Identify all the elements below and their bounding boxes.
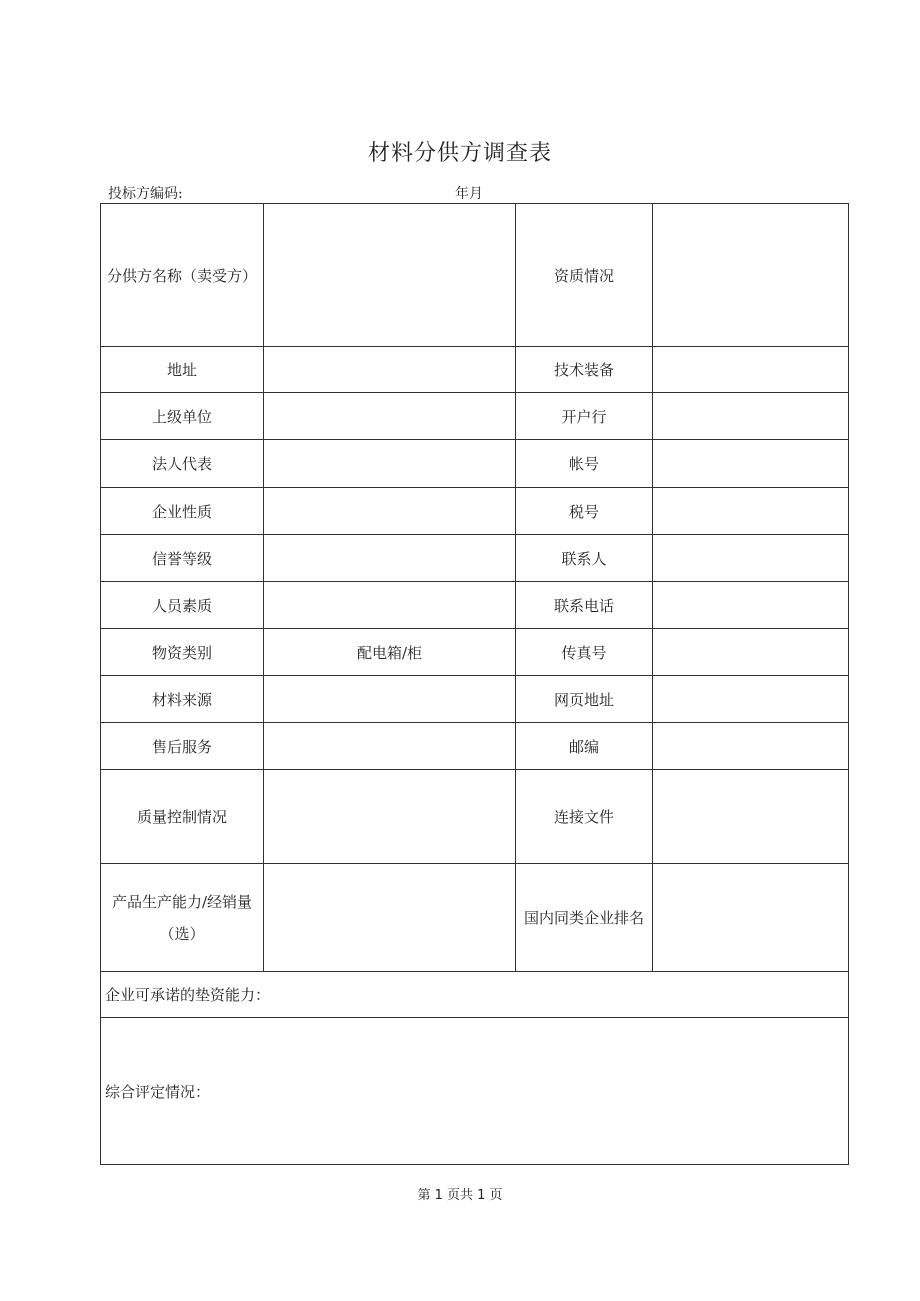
table-row [101, 347, 849, 393]
table-row [101, 488, 849, 535]
field-tech-equipment[interactable] [653, 347, 849, 393]
field-linked-files[interactable] [653, 770, 849, 864]
table-row [101, 629, 849, 676]
field-production-capacity[interactable] [264, 864, 516, 972]
label-material-source: 材料来源 [101, 676, 264, 723]
label-qualification: 资质情况 [516, 204, 653, 347]
field-contact-phone[interactable] [653, 582, 849, 629]
label-contact-person: 联系人 [516, 535, 653, 582]
label-material-category: 物资类别 [101, 629, 264, 676]
label-linked-files: 连接文件 [516, 770, 653, 864]
field-bank[interactable] [653, 393, 849, 440]
label-enterprise-type: 企业性质 [101, 488, 264, 535]
label-after-sales: 售后服务 [101, 723, 264, 770]
production-capacity-line2: （选） [159, 924, 205, 943]
field-advance-capacity[interactable]: 企业可承诺的垫资能力： [101, 972, 849, 1018]
supplier-survey-table [100, 203, 849, 1165]
field-domestic-ranking[interactable] [653, 864, 849, 972]
bidder-code-label: 投标方编码: [108, 186, 183, 202]
production-capacity-line1: 产品生产能力/经销量 [111, 892, 253, 911]
field-quality-control[interactable] [264, 770, 516, 864]
field-postcode[interactable] [653, 723, 849, 770]
table-row [101, 1018, 849, 1165]
label-supplier-name: 分供方名称（卖受方） [101, 204, 264, 347]
table-row [101, 770, 849, 864]
field-material-category[interactable]: 配电箱/柜 [264, 629, 516, 676]
label-domestic-ranking: 国内同类企业排名 [516, 864, 653, 972]
table-row [101, 204, 849, 347]
date-label: 年月 [455, 186, 483, 202]
label-contact-phone: 联系电话 [516, 582, 653, 629]
table-row [101, 864, 849, 972]
field-address[interactable] [264, 347, 516, 393]
table-row [101, 535, 849, 582]
label-parent-unit: 上级单位 [101, 393, 264, 440]
label-postcode: 邮编 [516, 723, 653, 770]
label-website: 网页地址 [516, 676, 653, 723]
field-overall-evaluation[interactable]: 综合评定情况： [101, 1018, 849, 1165]
label-production-capacity [101, 864, 264, 972]
label-quality-control: 质量控制情况 [101, 770, 264, 864]
label-bank: 开户行 [516, 393, 653, 440]
field-legal-rep[interactable] [264, 440, 516, 488]
field-credit-rating[interactable] [264, 535, 516, 582]
table-row [101, 723, 849, 770]
field-material-source[interactable] [264, 676, 516, 723]
field-fax[interactable] [653, 629, 849, 676]
label-legal-rep: 法人代表 [101, 440, 264, 488]
label-account: 帐号 [516, 440, 653, 488]
table-row [101, 582, 849, 629]
field-staff-quality[interactable] [264, 582, 516, 629]
page-footer: 第 1 页共 1 页 [417, 1188, 503, 1203]
label-fax: 传真号 [516, 629, 653, 676]
page-title: 材料分供方调查表 [367, 141, 552, 166]
label-address: 地址 [101, 347, 264, 393]
field-enterprise-type[interactable] [264, 488, 516, 535]
field-account[interactable] [653, 440, 849, 488]
field-after-sales[interactable] [264, 723, 516, 770]
label-tax-number: 税号 [516, 488, 653, 535]
field-qualification[interactable] [653, 204, 849, 347]
field-website[interactable] [653, 676, 849, 723]
field-supplier-name[interactable] [264, 204, 516, 347]
field-parent-unit[interactable] [264, 393, 516, 440]
table-row [101, 972, 849, 1018]
label-credit-rating: 信誉等级 [101, 535, 264, 582]
field-tax-number[interactable] [653, 488, 849, 535]
field-contact-person[interactable] [653, 535, 849, 582]
label-staff-quality: 人员素质 [101, 582, 264, 629]
table-row [101, 393, 849, 440]
label-tech-equipment: 技术装备 [516, 347, 653, 393]
table-row [101, 440, 849, 488]
table-row [101, 676, 849, 723]
